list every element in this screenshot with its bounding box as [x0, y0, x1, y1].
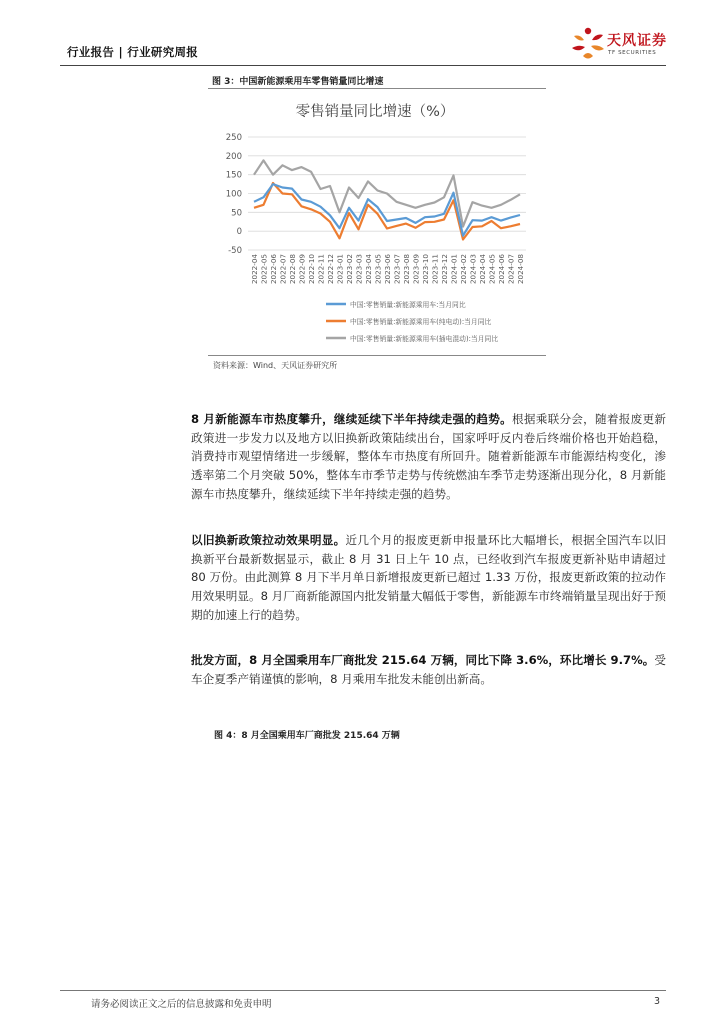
x-tick-label: 2024-07 [506, 254, 516, 285]
figure3-bottom-rule [208, 355, 546, 356]
x-tick-label: 2023-07 [392, 254, 402, 285]
x-tick-label: 2022-12 [326, 254, 335, 285]
chart-title: 零售销量同比增速（%） [295, 104, 455, 120]
header-divider [60, 65, 666, 66]
paragraph-tradein-policy-lead: 以旧换新政策拉动效果明显。 [191, 533, 346, 547]
x-tick-label: 2023-11 [430, 254, 440, 285]
x-tick-label: 2023-08 [402, 254, 411, 285]
x-tick-label: 2023-06 [383, 254, 392, 285]
page-number: 3 [654, 996, 661, 1007]
footer-disclaimer: 请务必阅读正文之后的信息披露和免责申明 [91, 999, 272, 1010]
x-tick-label: 2022-10 [307, 254, 316, 285]
chart-legend [326, 300, 498, 343]
x-tick-label: 2022-04 [250, 254, 259, 285]
x-tick-label: 2022-09 [297, 254, 307, 285]
x-tick-label: 2023-04 [364, 254, 373, 285]
paragraph-nev-market-lead: 8 月新能源车市热度攀升，继续延续下半年持续走强的趋势。 [191, 412, 512, 426]
y-tick-label: -50 [228, 246, 242, 256]
tf-logo-icon [568, 26, 608, 62]
x-tick-label: 2024-08 [516, 254, 525, 285]
x-tick-label: 2022-11 [316, 254, 326, 285]
yoy-growth-line-chart [208, 90, 548, 352]
paragraph-wholesale-lead: 批发方面，8 月全国乘用车厂商批发 215.64 万辆，同比下降 3.6%，环比增长 9.7%。 [191, 653, 655, 667]
chart-y-axis [226, 133, 242, 256]
x-tick-label: 2022-07 [278, 254, 288, 285]
legend-label: 中国:零售销量:新能源乘用车:当月同比 [350, 301, 466, 309]
paragraph-nev-market-body: 根据乘联分会，随着报废更新政策进一步发力以及地方以旧换新政策陆续出台，国家呼吁反内卷后终端价格也开始趋稳，消费持市观望情绪进一步缓解，整体车市热度有所回升。随着新能源车市能源结构变化，渗透率第二个月突破 50%，整体车市季节走势与传统燃油车季节走势逐渐出现分化，8 月新能源车市热度攀升，继续延续下半年持续走强的趋势。 [191, 412, 666, 501]
x-tick-label: 2023-10 [421, 254, 430, 285]
x-tick-label: 2023-01 [335, 254, 345, 285]
x-tick-label: 2023-09 [411, 254, 421, 285]
x-tick-label: 2024-05 [487, 254, 497, 285]
x-tick-label: 2022-05 [259, 254, 269, 285]
x-tick-label: 2024-04 [478, 254, 487, 285]
y-tick-label: 200 [225, 151, 242, 162]
figure4-caption: 图 4：8 月全国乘用车厂商批发 215.64 万辆 [214, 731, 400, 741]
y-tick-label: 100 [225, 189, 242, 200]
report-header-title: 行业报告 | 行业研究周报 [67, 45, 199, 59]
legend-label: 中国:零售销量:新能源乘用车(插电混动):当月同比 [350, 335, 499, 343]
paragraph-wholesale [191, 651, 666, 688]
figure3-source: 资料来源：Wind、天风证券研究所 [213, 361, 338, 370]
paragraph-tradein-policy [191, 531, 666, 625]
figure3-top-rule [208, 88, 546, 89]
paragraph-nev-market [191, 410, 666, 504]
x-tick-label: 2024-01 [449, 254, 459, 285]
chart-x-axis [250, 254, 525, 284]
footer-divider [60, 990, 666, 991]
figure3-caption: 图 3：中国新能源乘用车零售销量同比增速 [212, 77, 384, 87]
x-tick-label: 2023-05 [373, 254, 383, 285]
y-tick-label: 50 [231, 208, 242, 219]
paragraph-tradein-policy-body: 近几个月的报废更新申报量环比大幅增长，根据全国汽车以旧换新平台最新数据显示，截止 8 月 31 日上午 10 点，已经收到汽车报废更新补贴申请超过 80 万份。由此测算 8 月下半月单日新增报废更新已超过 1.33 万份，报废更新政策的拉动作用效果明显。8 月厂商新能源国内批发销量大幅低于零售，新能源车市终端销量呈现出好于预期的加速上行的趋势。 [191, 533, 666, 622]
y-tick-label: 0 [236, 227, 242, 238]
x-tick-label: 2024-03 [468, 254, 478, 285]
x-tick-label: 2024-06 [497, 254, 506, 285]
x-tick-label: 2023-02 [345, 254, 354, 285]
x-tick-label: 2022-08 [288, 254, 297, 285]
legend-label: 中国:零售销量:新能源乘用车(纯电动):当月同比 [350, 318, 492, 326]
y-tick-label: 150 [225, 170, 242, 181]
chart-series [254, 160, 520, 239]
logo-chinese-name: 天风证券 [607, 33, 667, 49]
x-tick-label: 2023-03 [354, 254, 364, 285]
x-tick-label: 2023-12 [440, 254, 449, 285]
logo-english-name: TF SECURITIES [608, 50, 657, 56]
x-tick-label: 2022-06 [269, 254, 278, 285]
y-tick-label: 250 [225, 133, 242, 143]
x-tick-label: 2024-02 [459, 254, 468, 285]
paragraph-wholesale-body: 受车企夏季产销谨慎的影响，8 月乘用车批发未能创出新高。 [191, 653, 666, 686]
